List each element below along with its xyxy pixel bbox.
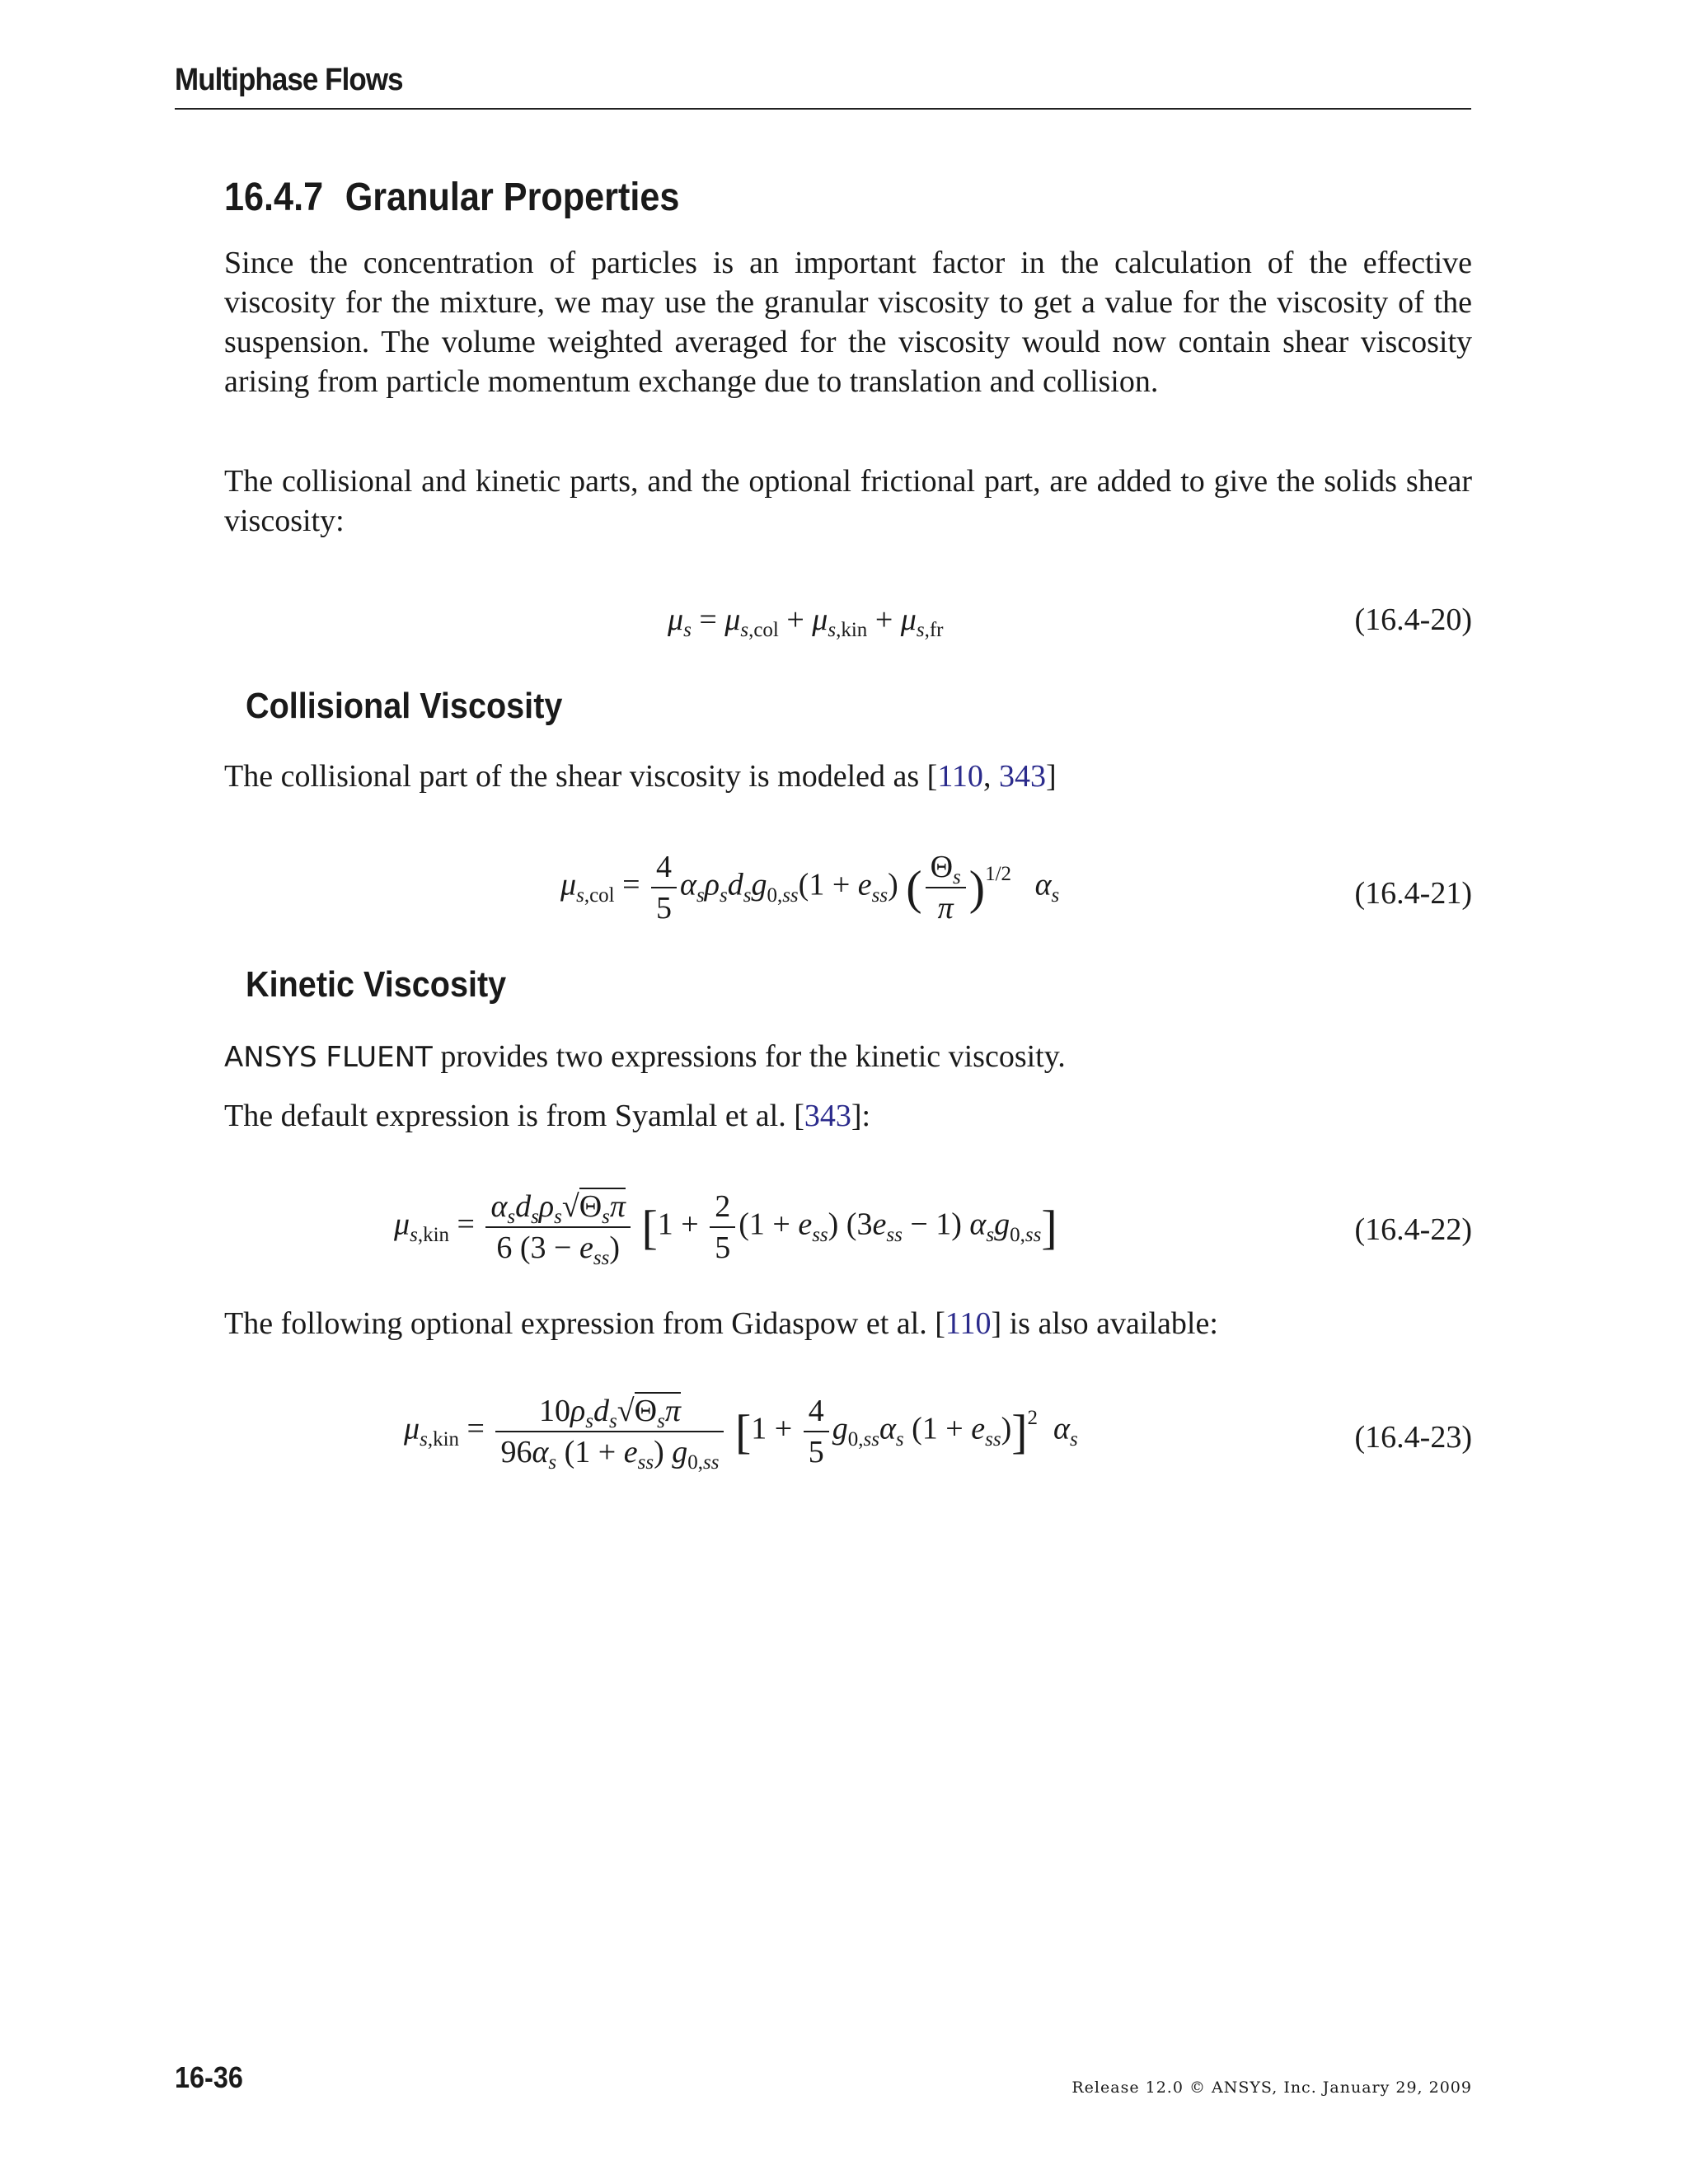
equation-number: (16.4-21) xyxy=(1354,876,1472,911)
release-footer: Release 12.0 © ANSYS, Inc. January 29, 2009 xyxy=(1071,2079,1472,2097)
page-number: 16-36 xyxy=(175,2060,243,2094)
paragraph-kinetic-intro: ANSYS FLUENT provides two expressions for the kinetic viscosity. xyxy=(224,1039,1066,1074)
equation-16-4-21: $\mu_{s,col}$ = $\frac{4}{5}$ $\alpha_s\rho_sd_sg_{0,ss}(1 + e_{ss})$ ( $\frac{\Theta_s}{\pi}$ )$^{1/2}$ $\alpha_s$ xyxy=(560,850,1060,926)
equation-16-4-22: $\mu_{s,kin}$ = $\frac{\alpha_sd_s\rho_s√\Theta_s\pi}{6 (3 - e_{ss})}$ [1 + $\frac{2}{5}$ $(1 + e_{ss})$ $(3e_{ss} - 1)$ $\alpha_sg_{0,ss}$] xyxy=(394,1189,1057,1269)
paragraph-default-expression: The default expression is from Syamlal et al. [343]: xyxy=(224,1099,871,1133)
citation-link[interactable]: 343 xyxy=(804,1099,851,1133)
section-title xyxy=(224,175,679,220)
equation-number: (16.4-23) xyxy=(1354,1420,1472,1455)
running-head: Multiphase Flows xyxy=(175,63,403,97)
equation-16-4-23: $\mu_{s,kin}$ = $\frac{10\rho_sd_s√\Theta_s\pi}{96\alpha_s (1 + e_{ss}) g_{0,ss}}$ [1 + $\frac{4}{5}$ $g_{0,ss}\alpha_s$ $(1 + e_{ss})]^2$ $\alpha_s$ xyxy=(404,1394,1078,1474)
equation-16-4-20: $\mu_s = \mu_{s,col} + \mu_{s,kin} + \mu_{s,fr}$ xyxy=(668,602,944,641)
subsection-kinetic: Kinetic Viscosity xyxy=(246,964,507,1005)
citation-link[interactable]: 343 xyxy=(998,759,1046,794)
paragraph-parts: The collisional and kinetic parts, and the optional frictional part, are added to give the solids shear viscosity: xyxy=(224,464,1472,538)
equation-number: (16.4-20) xyxy=(1354,602,1472,637)
section-number: 16.4.7 xyxy=(224,176,324,219)
subsection-collisional: Collisional Viscosity xyxy=(246,686,563,726)
citation-link[interactable]: 110 xyxy=(937,759,983,794)
section-title-text: Granular Properties xyxy=(345,176,680,219)
citation-link[interactable]: 110 xyxy=(945,1306,992,1341)
paragraph-optional-expression: The following optional expression from Gidaspow et al. [110] is also available: xyxy=(224,1306,1218,1341)
header-rule xyxy=(175,108,1471,110)
equation-number: (16.4-22) xyxy=(1354,1212,1472,1247)
product-name: ANSYS FLUENT xyxy=(224,1041,433,1074)
paragraph-intro: Since the concentration of particles is an important factor in the calculation of the effective viscosity for the mixture, we may use the granular viscosity to get a value for the viscosity of the suspension. The volume weighted averaged for the viscosity would now contain shear viscosity arising from particle momentum exchange due to translation and collision. xyxy=(224,246,1472,399)
paragraph-collisional: The collisional part of the shear viscosity is modeled as [110, 343] xyxy=(224,759,1057,794)
